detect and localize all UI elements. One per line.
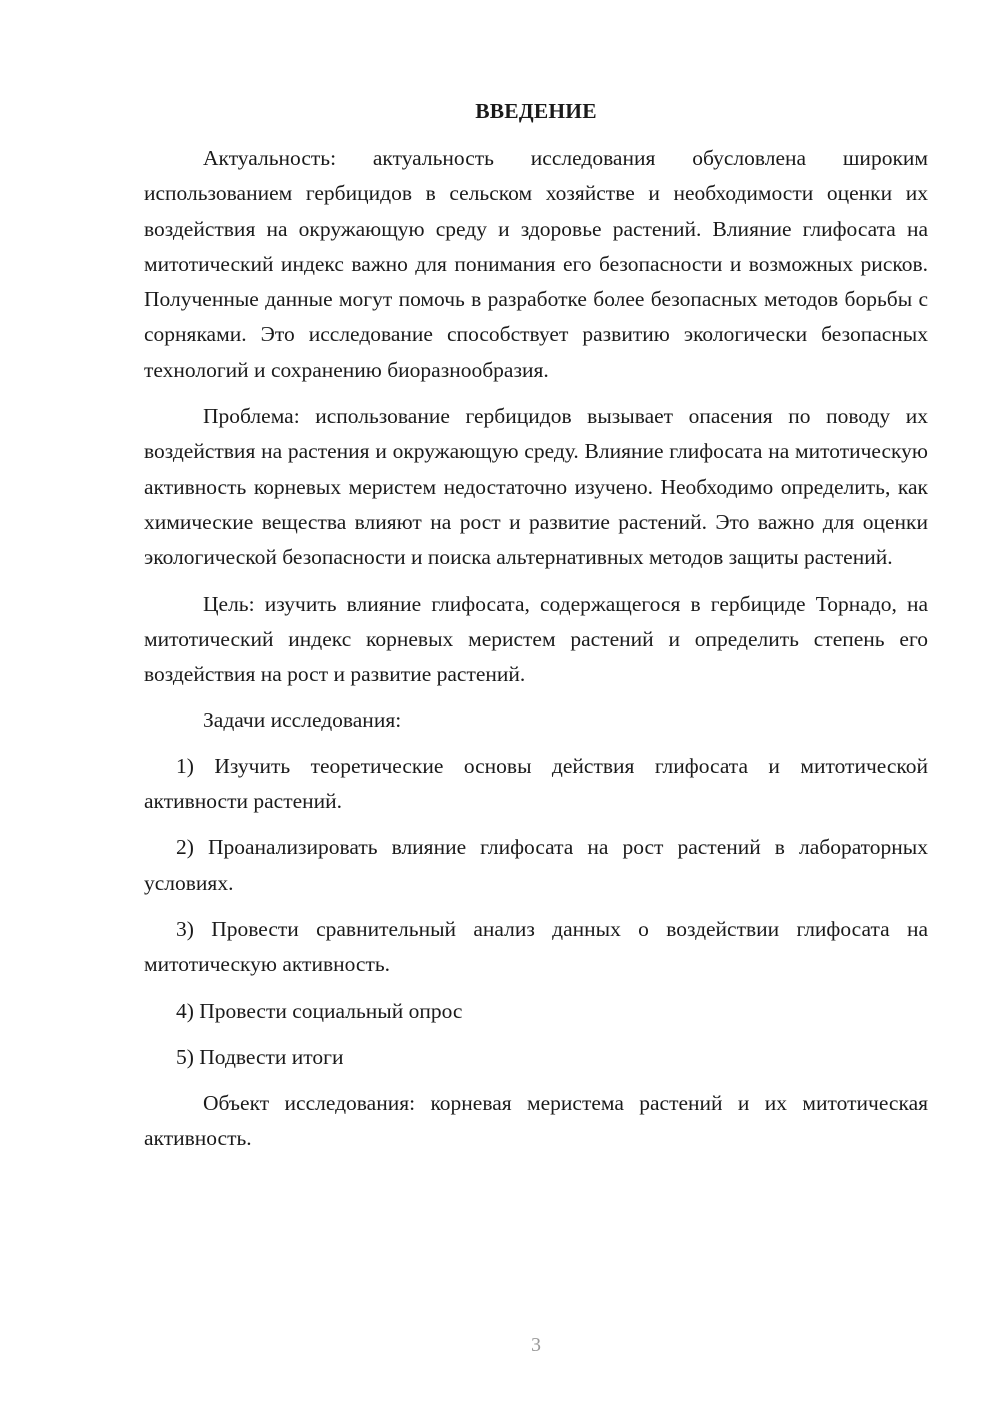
paragraph-goal: Цель: изучить влияние глифосата, содержащегося в гербициде Торнадо, на митотический индекс корневых меристем растений и определить степень его воздействия на рост и развитие растений. bbox=[144, 591, 928, 687]
page-title: ВВЕДЕНИЕ bbox=[475, 99, 597, 123]
task-item: 1) Изучить теоретические основы действия глифосата и митотической активности растений. bbox=[144, 753, 928, 814]
paragraph-object: Объект исследования: корневая меристема растений и их митотическая активность. bbox=[144, 1091, 928, 1151]
tasks-title: Задачи исследования: bbox=[203, 708, 402, 733]
paragraph-problem: Проблема: использование гербицидов вызывает опасения по поводу их воздействия на растения и окружающую среду. Влияние глифосата на митотическую активность корневых меристем недостаточно изучено. Необходимо определить, как химические вещества влияют на рост и развитие растений. Это важно для оценки экологической безопасности и поиска альтернативных методов защиты растений. bbox=[144, 404, 928, 570]
paragraph-relevance: Актуальность: актуальность исследования обусловлена широким использованием гербицидов в сельском хозяйстве и необходимости оценки их воздействия на окружающую среду и здоровье растений. Влияние глифосата на митотический индекс важно для понимания его безопасности и возможных рисков. Полученные данные могут помочь в разработке более безопасных методов борьбы с сорняками. Это исследование способствует развитию экологически безопасных технологий и сохранению биоразнообразия. bbox=[144, 146, 928, 382]
task-item: 4) Провести социальный опрос bbox=[176, 998, 463, 1023]
page-number: 3 bbox=[531, 1334, 541, 1356]
task-item: 2) Проанализировать влияние глифосата на рост растений в лабораторных условиях. bbox=[144, 835, 928, 895]
page-content bbox=[144, 94, 928, 1157]
task-item: 5) Подвести итоги bbox=[176, 1044, 344, 1069]
task-item: 3) Провести сравнительный анализ данных о воздействии глифосата на митотическую активность. bbox=[144, 916, 928, 977]
